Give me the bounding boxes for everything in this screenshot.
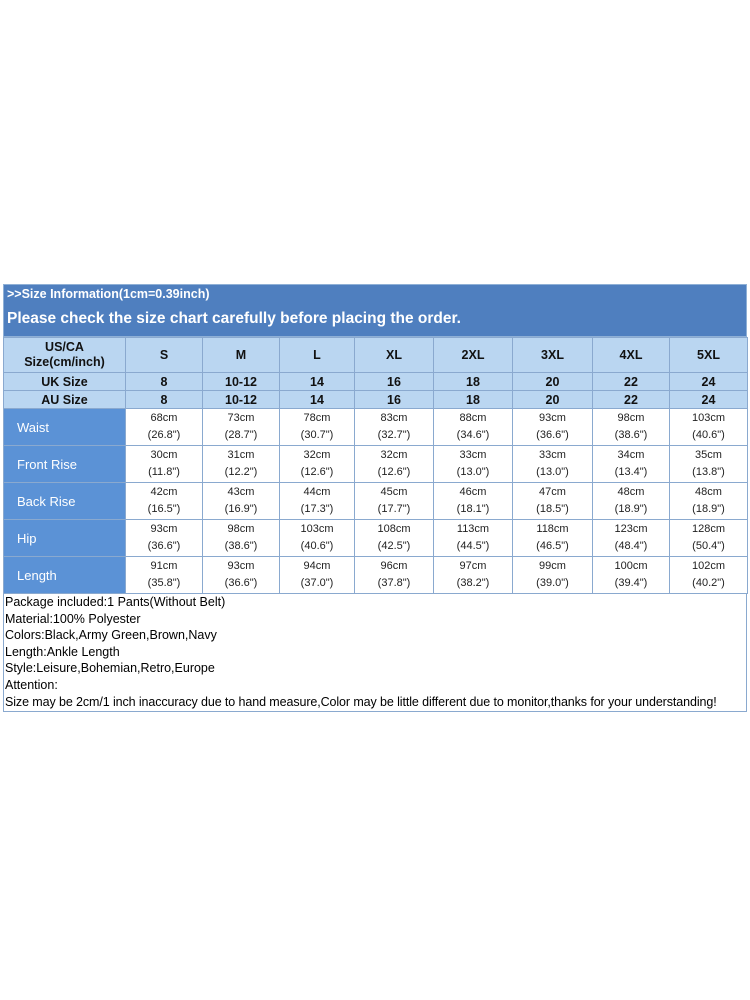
measurement-inch: (12.6") (377, 466, 411, 478)
measurement-cm: 46cm (459, 486, 487, 498)
note-line: Package included:1 Pants(Without Belt) (5, 595, 226, 609)
measurement-inch: (40.6") (692, 429, 725, 441)
measurement-inch: (18.5") (536, 503, 569, 515)
measurement-cm: 33cm (539, 449, 566, 461)
measurement-label: Back Rise (4, 483, 126, 520)
measurement-cell (203, 557, 280, 594)
measurement-cm: 48cm (695, 486, 722, 498)
measurement-cm: 91cm (150, 560, 178, 572)
measurement-inch: (13.0") (536, 466, 569, 478)
measurement-cell (355, 483, 434, 520)
measurement-cm: 113cm (456, 523, 490, 535)
measurement-cell (203, 483, 280, 520)
size-header-cell: 5XL (670, 338, 748, 373)
measurement-inch: (38.2") (456, 577, 490, 589)
measurement-cell (126, 409, 203, 446)
measurement-cell (593, 446, 670, 483)
uk-size-cell: 16 (355, 373, 434, 391)
measurement-cm: 123cm (614, 523, 648, 535)
measurement-inch: (16.9") (224, 503, 258, 515)
measurement-cm: 44cm (303, 486, 331, 498)
measurement-cm: 97cm (459, 560, 487, 572)
note-line: Length:Ankle Length (5, 644, 120, 659)
measurement-inch: (36.6") (224, 577, 258, 589)
measurement-cell (434, 409, 513, 446)
au-size-cell: 20 (513, 391, 593, 409)
measurement-inch: (34.6") (456, 429, 490, 441)
measurement-inch: (46.5") (536, 540, 569, 552)
size-table-body (4, 338, 748, 594)
measurement-cell (513, 557, 593, 594)
measurement-inch: (50.4") (692, 540, 725, 552)
measurement-inch: (36.6") (147, 540, 181, 552)
measurement-inch: (12.2") (224, 466, 258, 478)
uk-size-cell: 8 (126, 373, 203, 391)
measurement-cell (593, 520, 670, 557)
uk-size-cell: 20 (513, 373, 593, 391)
measurement-cm: 73cm (227, 412, 255, 424)
measurement-cm: 34cm (617, 449, 645, 461)
au-size-cell: 18 (434, 391, 513, 409)
measurement-cell (280, 409, 355, 446)
measurement-label: Front Rise (4, 446, 126, 483)
measurement-cell (434, 557, 513, 594)
measurement-cm: 35cm (695, 449, 722, 461)
us-size-label-line2: Size(cm/inch) (24, 355, 105, 369)
au-size-cell: 16 (355, 391, 434, 409)
measurement-cm: 88cm (459, 412, 487, 424)
au-size-cell: 24 (670, 391, 748, 409)
size-header-cell: XL (355, 338, 434, 373)
measurement-cell (355, 446, 434, 483)
size-header-cell: M (203, 338, 280, 373)
us-size-label-line1: US/CA (45, 340, 84, 354)
measurement-inch: (17.3") (300, 503, 334, 515)
measurement-cell (280, 520, 355, 557)
measurement-inch: (40.6") (300, 540, 334, 552)
measurement-cell (670, 483, 748, 520)
measurement-inch: (32.7") (377, 429, 411, 441)
measurement-row (4, 409, 748, 446)
measurement-cm: 128cm (691, 523, 726, 535)
measurement-inch: (39.0") (536, 577, 569, 589)
au-size-label: AU Size (4, 391, 126, 409)
measurement-cell (513, 483, 593, 520)
measurement-cm: 118cm (536, 523, 569, 535)
measurement-cm: 108cm (377, 523, 411, 535)
measurement-cm: 68cm (150, 412, 178, 424)
measurement-inch: (30.7") (300, 429, 334, 441)
au-size-cell: 22 (593, 391, 670, 409)
measurement-cm: 94cm (303, 560, 331, 572)
measurement-cell (280, 483, 355, 520)
measurement-cm: 78cm (303, 412, 331, 424)
measurement-cm: 30cm (150, 449, 178, 461)
measurement-inch: (12.6") (300, 466, 334, 478)
measurement-cell (280, 557, 355, 594)
measurement-cell (593, 409, 670, 446)
note-line: Attention: (5, 677, 58, 692)
measurement-cell (670, 409, 748, 446)
measurement-cm: 102cm (691, 560, 726, 572)
measurement-cm: 48cm (617, 486, 645, 498)
measurement-cell (355, 520, 434, 557)
measurement-cell (126, 557, 203, 594)
measurement-inch: (35.8") (147, 577, 181, 589)
measurement-cell (513, 520, 593, 557)
measurement-inch: (17.7") (377, 503, 411, 515)
measurement-cell (513, 446, 593, 483)
note-line: Material:100% Polyester (5, 611, 141, 626)
size-table (3, 337, 748, 594)
uk-size-cell: 22 (593, 373, 670, 391)
uk-size-cell: 10-12 (203, 373, 280, 391)
measurement-cm: 100cm (614, 560, 648, 572)
measurement-cell (434, 483, 513, 520)
measurement-inch: (36.6") (536, 429, 569, 441)
measurement-inch: (37.0") (300, 577, 334, 589)
measurement-cell (355, 409, 434, 446)
measurement-label: Hip (4, 520, 126, 557)
au-size-row (4, 391, 748, 409)
uk-size-label: UK Size (4, 373, 126, 391)
measurement-cell (434, 520, 513, 557)
measurement-cm: 31cm (227, 449, 255, 461)
measurement-inch: (11.8") (148, 466, 180, 478)
measurement-label: Length (4, 557, 126, 594)
au-size-cell: 10-12 (203, 391, 280, 409)
au-size-cell: 14 (280, 391, 355, 409)
measurement-cm: 99cm (539, 560, 566, 572)
measurement-cm: 83cm (380, 412, 408, 424)
measurement-cm: 96cm (380, 560, 408, 572)
measurement-cell (593, 557, 670, 594)
measurement-inch: (13.4") (614, 466, 648, 478)
measurement-cell (203, 520, 280, 557)
size-header-cell: S (126, 338, 203, 373)
measurement-label: Waist (4, 409, 126, 446)
measurement-cm: 93cm (539, 412, 566, 424)
size-chart-instruction: Please check the size chart carefully before placing the order. (3, 302, 747, 337)
measurement-inch: (28.7") (224, 429, 258, 441)
measurement-cell (593, 483, 670, 520)
measurement-inch: (13.0") (456, 466, 490, 478)
measurement-cm: 98cm (617, 412, 645, 424)
measurement-cm: 93cm (227, 560, 255, 572)
measurement-cm: 103cm (691, 412, 726, 424)
measurement-cell (513, 409, 593, 446)
measurement-inch: (38.6") (614, 429, 648, 441)
measurement-inch: (13.8") (692, 466, 725, 478)
measurement-inch: (26.8") (147, 429, 181, 441)
measurement-cell (203, 446, 280, 483)
measurement-cell (126, 520, 203, 557)
measurement-cm: 45cm (380, 486, 408, 498)
measurement-inch: (38.6") (224, 540, 258, 552)
measurement-row (4, 520, 748, 557)
measurement-row (4, 483, 748, 520)
measurement-cell (670, 557, 748, 594)
measurement-cell (355, 557, 434, 594)
measurement-inch: (48.4") (614, 540, 648, 552)
measurement-cell (670, 520, 748, 557)
measurement-inch: (16.5") (147, 503, 181, 515)
measurement-inch: (18.9") (692, 503, 725, 515)
uk-size-cell: 14 (280, 373, 355, 391)
size-header-cell: L (280, 338, 355, 373)
measurement-cm: 43cm (227, 486, 255, 498)
measurement-cm: 33cm (459, 449, 487, 461)
measurement-row (4, 557, 748, 594)
size-header-cell: 4XL (593, 338, 670, 373)
uk-size-row (4, 373, 748, 391)
measurement-cell (280, 446, 355, 483)
measurement-cm: 103cm (300, 523, 334, 535)
us-size-header-row (4, 338, 748, 373)
note-line: Style:Leisure,Bohemian,Retro,Europe (5, 661, 215, 676)
measurement-inch: (37.8") (377, 577, 411, 589)
au-size-cell: 8 (126, 391, 203, 409)
measurement-cm: 32cm (303, 449, 331, 461)
measurement-inch: (39.4") (614, 577, 648, 589)
uk-size-cell: 18 (434, 373, 513, 391)
measurement-cell (670, 446, 748, 483)
note-line: Size may be 2cm/1 inch inaccuracy due to hand measure,Color may be little different due to monitor,thanks for your understanding! (5, 694, 717, 709)
size-header-cell: 3XL (513, 338, 593, 373)
measurement-inch: (44.5") (456, 540, 490, 552)
measurement-cell (126, 483, 203, 520)
size-header-cell: 2XL (434, 338, 513, 373)
measurement-cm: 98cm (227, 523, 255, 535)
measurement-row (4, 446, 748, 483)
measurement-cell (203, 409, 280, 446)
product-notes (3, 594, 747, 712)
size-chart (3, 284, 747, 712)
measurement-cell (126, 446, 203, 483)
size-information-title: >>Size Information(1cm=0.39inch) (3, 284, 747, 302)
measurement-cm: 47cm (539, 486, 566, 498)
us-size-label (4, 338, 126, 373)
measurement-inch: (42.5") (377, 540, 411, 552)
measurement-inch: (18.9") (614, 503, 648, 515)
measurement-cm: 32cm (380, 449, 408, 461)
measurement-inch: (18.1") (456, 503, 490, 515)
measurement-cell (434, 446, 513, 483)
measurement-cm: 42cm (150, 486, 178, 498)
measurement-inch: (40.2") (692, 577, 725, 589)
note-line: Colors:Black,Army Green,Brown,Navy (5, 628, 217, 643)
measurement-cm: 93cm (150, 523, 178, 535)
uk-size-cell: 24 (670, 373, 748, 391)
